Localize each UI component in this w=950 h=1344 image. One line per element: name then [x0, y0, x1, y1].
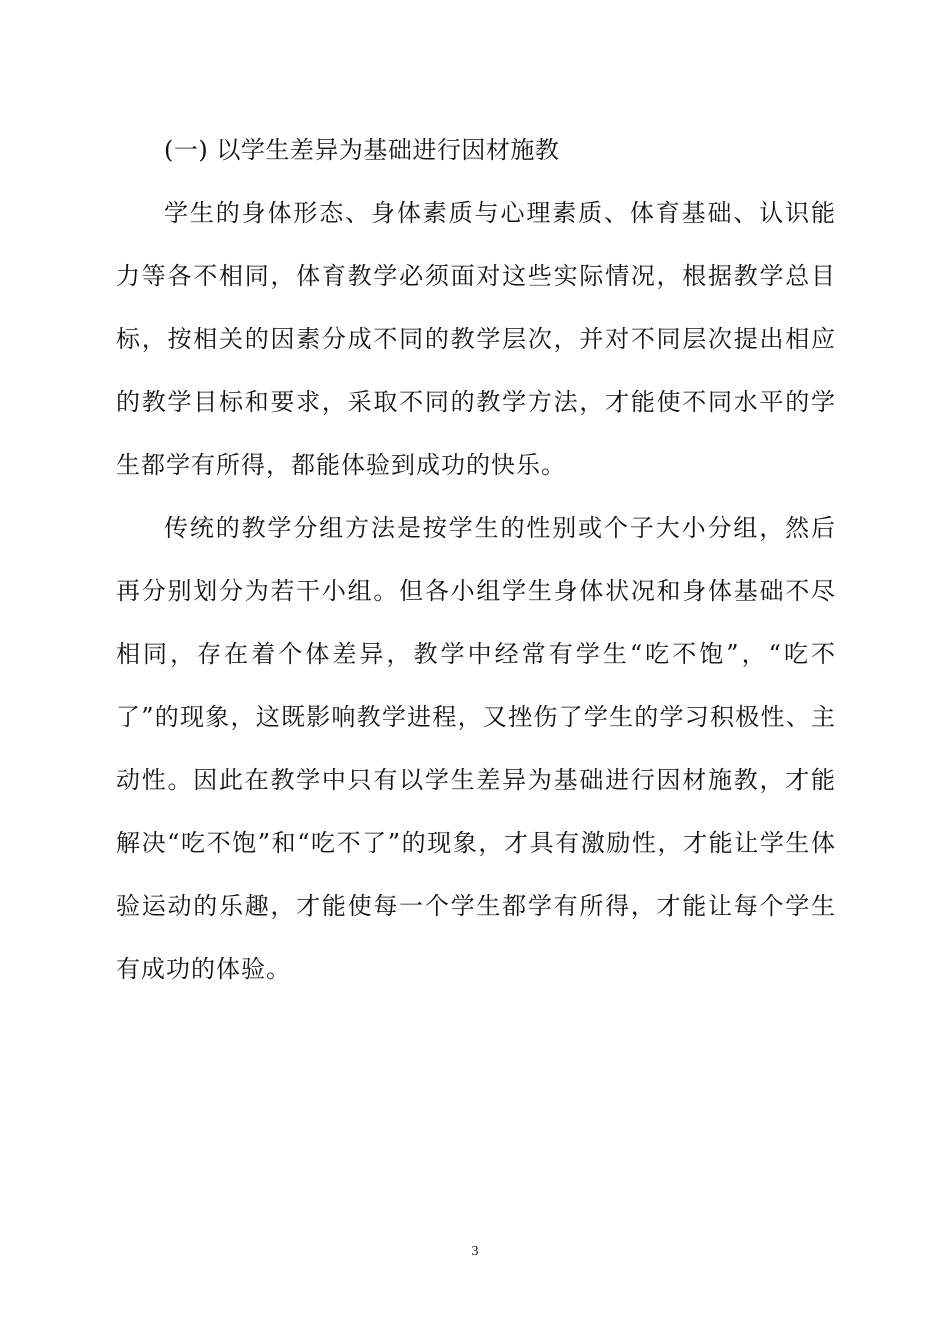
paragraph-1: 学生的身体形态、身体素质与心理素质、体育基础、认识能力等各不相同，体育教学必须面对这些实际情况，根据教学总目标，按相关的因素分成不同的教学层次，并对不同层次提出相应的教学目标和要求，采取不同的教学方法，才能使不同水平的学生都学有所得，都能体验到成功的快乐。 — [116, 199, 836, 479]
section-heading: (一) 以学生差异为基础进行因材施教 — [164, 136, 560, 164]
body-text — [116, 126, 836, 1001]
paragraph-2: 传统的教学分组方法是按学生的性别或个子大小分组，然后再分别划分为若干小组。但各小组学生身体状况和身体基础不尽相同，存在着个体差异，教学中经常有学生“吃不饱”，“吃不了”的现象，这既影响教学进程，又挫伤了学生的学习积极性、主动性。因此在教学中只有以学生差异为基础进行因材施教，才能解决“吃不饱”和“吃不了”的现象，才具有激励性，才能让学生体验运动的乐趣，才能使每一个学生都学有所得，才能让每个学生有成功的体验。 — [116, 514, 836, 983]
page-number: 3 — [471, 1244, 479, 1259]
